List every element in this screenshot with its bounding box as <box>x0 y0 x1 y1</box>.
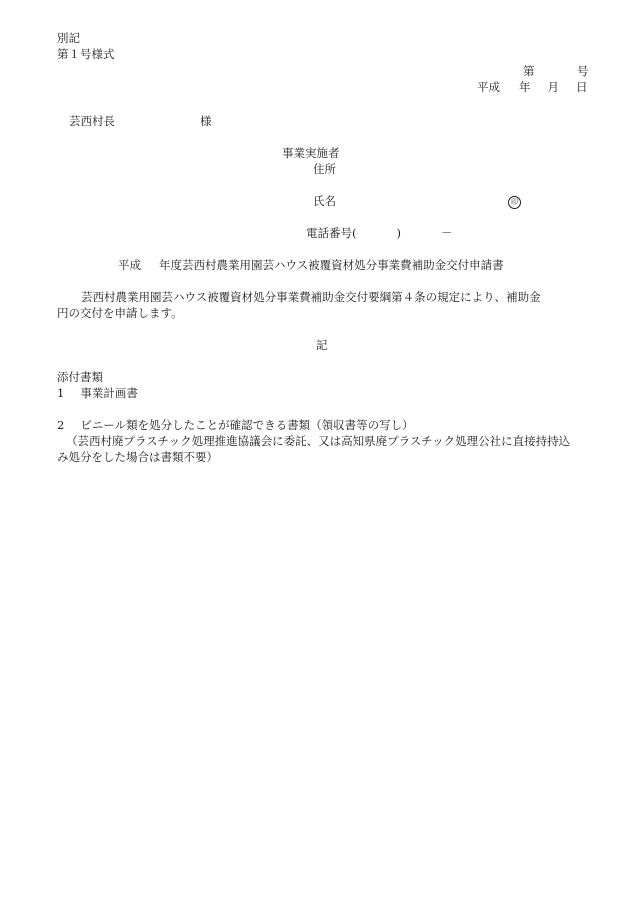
ki-label: 記 <box>316 338 328 352</box>
seal-mark <box>508 194 521 209</box>
attachment-item-2 <box>57 418 414 432</box>
date-era: 平成 <box>477 80 500 94</box>
seal-icon: 印 <box>508 196 521 209</box>
phone-dash: － <box>441 226 453 240</box>
attachment-item-1 <box>57 386 138 400</box>
body-line-1: 芸西村農業用園芸ハウス被覆資材処分事業費補助金交付要綱第４条の規定により、補助金 <box>81 290 541 304</box>
item-2-text: ビニール類を処分したことが確認できる書類（領収書等の写し） <box>80 418 414 432</box>
name-label: 氏名 <box>313 194 336 208</box>
date-line <box>477 80 588 94</box>
appendix-label: 別記 <box>57 31 80 45</box>
title-era: 平成 <box>118 258 141 272</box>
item-2-number: 2 <box>57 418 65 432</box>
doc-number-dai: 第 <box>523 64 535 78</box>
form-number: 第１号様式 <box>57 47 115 61</box>
item-1-text: 事業計画書 <box>80 386 138 400</box>
item-1-number: 1 <box>57 386 65 400</box>
addressee-line <box>69 114 212 128</box>
title-text: 年度芸西村農業用園芸ハウス被覆資材処分事業費補助金交付申請書 <box>159 258 504 272</box>
note-line-2: み処分をした場合は書類不要） <box>57 450 218 464</box>
phone-close: ) <box>396 226 401 240</box>
date-day: 日 <box>576 80 588 94</box>
doc-number-go: 号 <box>577 64 589 78</box>
note-line-1: （芸西村廃プラスチック処理推進協議会に委託、又は高知県廃プラスチック処理公社に直接持持込 <box>66 434 571 448</box>
addressee-name: 芸西村長 <box>69 114 115 128</box>
addressee-honorific: 様 <box>200 114 212 128</box>
address-label: 住所 <box>313 162 336 176</box>
attachments-heading: 添付書類 <box>57 370 103 384</box>
document-title <box>118 258 504 272</box>
phone-label: 電話番号( <box>306 226 357 240</box>
date-month: 月 <box>547 80 559 94</box>
applicant-title: 事業実施者 <box>282 146 340 160</box>
phone-line <box>306 226 453 240</box>
body-line-2: 円の交付を申請します。 <box>57 306 183 320</box>
date-year: 年 <box>519 80 531 94</box>
